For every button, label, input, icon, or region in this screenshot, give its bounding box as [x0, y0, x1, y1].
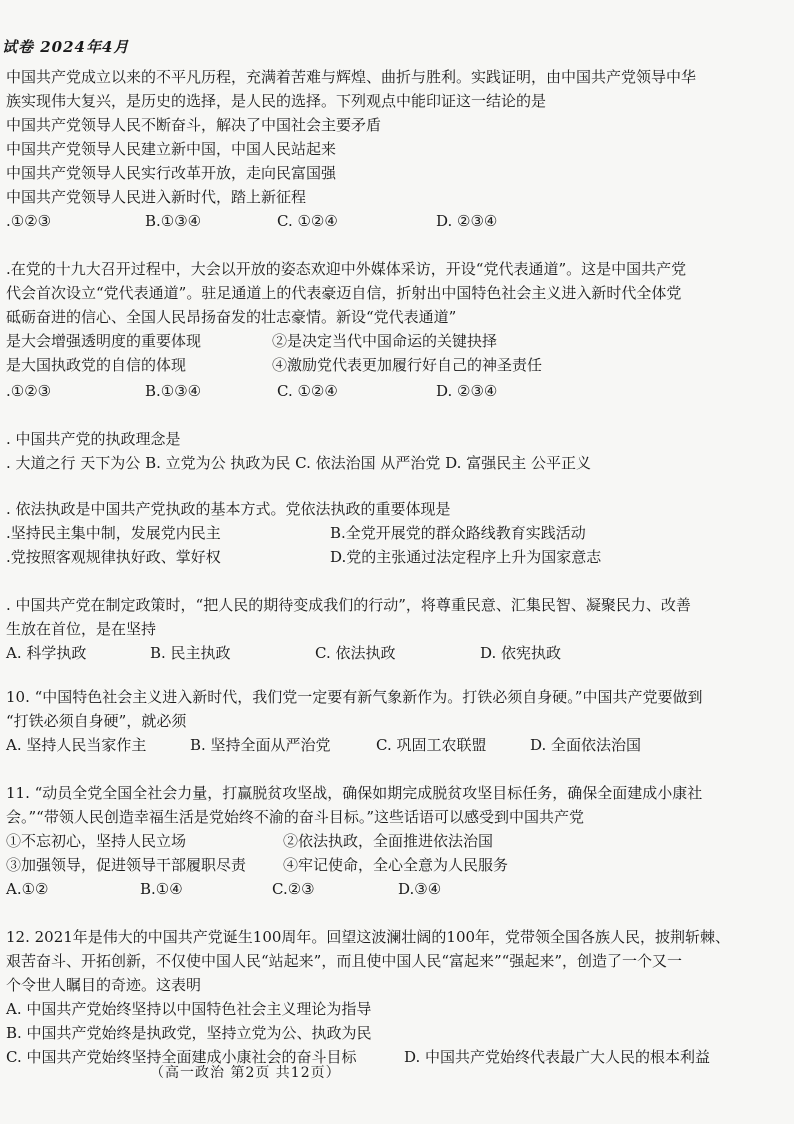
qd-option-a: .坚持民主集中制，发展党内民主: [6, 524, 221, 542]
qb-option-d: D. ②③④: [436, 382, 498, 400]
qb-statement-3: 是大国执政党的自信的体现: [6, 356, 187, 374]
page-footer: （高一政治 第2页 共12页）: [150, 1065, 341, 1081]
qe-stem-line2: 生放在首位，是在坚持: [6, 620, 157, 638]
q11-option-a: A.①②: [6, 880, 49, 898]
qb-option-a: .①②③: [6, 382, 52, 400]
qc-options: . 大道之行 天下为公 B. 立党为公 执政为民 C. 依法治国 从严治党 D. 富强民主 公平正义: [6, 454, 591, 472]
qd-option-b: B.全党开展党的群众路线教育实践活动: [330, 524, 586, 542]
qa-stem-line2: 族实现伟大复兴，是历史的选择，是人民的选择。下列观点中能印证这一结论的是: [6, 92, 547, 110]
qb-stem-line3: 砥砺奋进的信心、全国人民昂扬奋发的壮志豪情。新设“党代表通道”: [6, 308, 457, 326]
qc-stem: . 中国共产党的执政理念是: [6, 430, 181, 448]
q11-stem-line2: 会。”“带领人民创造幸福生活是党始终不渝的奋斗目标。”这些话语可以感受到中国共产党: [6, 808, 585, 826]
qa-statement-2: 中国共产党领导人民建立新中国，中国人民站起来: [6, 140, 337, 158]
q12-option-b: B. 中国共产党始终是执政党，坚持立党为公、执政为民: [6, 1024, 372, 1042]
qd-option-d: D.党的主张通过法定程序上升为国家意志: [330, 548, 602, 566]
q11-option-b: B.①④: [140, 880, 183, 898]
q10-option-b: B. 坚持全面从严治党: [190, 736, 331, 754]
qe-option-b: B. 民主执政: [150, 644, 231, 662]
q10-option-c: C. 巩固工农联盟: [376, 736, 487, 754]
q12-stem-line2: 艰苦奋斗、开拓创新，不仅使中国人民“站起来”，而且使中国人民“富起来”“强起来”，创造了一个又一: [6, 952, 683, 970]
qa-statement-1: 中国共产党领导人民不断奋斗，解决了中国社会主要矛盾: [6, 116, 382, 134]
q10-stem-line2: “打铁必须自身硬”，就必须: [6, 712, 187, 730]
q12-stem-line3: 个令世人瞩目的奇迹。这表明: [6, 976, 202, 994]
qb-option-c: C. ①②④: [277, 382, 338, 400]
qe-stem-line1: . 中国共产党在制定政策时，“把人民的期待变成我们的行动”，将尊重民意、汇集民智、凝聚民力、改善: [6, 596, 691, 614]
q11-statement-2: ②依法执政，全面推进依法治国: [283, 832, 494, 850]
q12-option-d: D. 中国共产党始终代表最广大人民的根本利益: [404, 1048, 711, 1066]
qb-statement-1: 是大会增强透明度的重要体现: [6, 332, 202, 350]
qa-option-b: B.①③④: [145, 212, 202, 230]
q12-stem-line1: 12. 2021年是伟大的中国共产党诞生100周年。回望这波澜壮阔的100年，党带领全国各族人民，披荆斩棘、: [6, 928, 731, 946]
page-header: 试卷 2024年4月: [2, 38, 130, 56]
q11-statement-1: ①不忘初心，坚持人民立场: [6, 832, 187, 850]
q10-option-a: A. 坚持人民当家作主: [6, 736, 147, 754]
qa-option-d: D. ②③④: [436, 212, 498, 230]
qd-stem: . 依法执政是中国共产党执政的基本方式。党依法执政的重要体现是: [6, 500, 451, 518]
qb-stem-line1: .在党的十九大召开过程中，大会以开放的姿态欢迎中外媒体采访，开设“党代表通道”。这是中国共产党: [6, 260, 687, 278]
q12-option-a: A. 中国共产党始终坚持以中国特色社会主义理论为指导: [6, 1000, 372, 1018]
qb-option-b: B.①③④: [145, 382, 202, 400]
qb-stem-line2: 代会首次设立“党代表通道”。驻足通道上的代表豪迈自信，折射出中国特色社会主义进入新时代全体党: [6, 284, 682, 302]
q11-option-d: D.③④: [398, 880, 442, 898]
q11-statement-3: ③加强领导，促进领导干部履职尽责: [6, 856, 247, 874]
q10-stem-line1: 10. “中国特色社会主义进入新时代，我们党一定要有新气象新作为。打铁必须自身硬。”中国共产党要做到: [6, 688, 703, 706]
q11-stem-line1: 11. “动员全党全国全社会力量，打赢脱贫攻坚战，确保如期完成脱贫攻坚目标任务，确保全面建成小康社: [6, 784, 703, 802]
qd-option-c: .党按照客观规律执好政、掌好权: [6, 548, 221, 566]
q11-option-c: C.②③: [272, 880, 315, 898]
q10-option-d: D. 全面依法治国: [530, 736, 642, 754]
qa-option-a: .①②③: [6, 212, 52, 230]
qe-option-d: D. 依宪执政: [480, 644, 562, 662]
qa-option-c: C. ①②④: [277, 212, 338, 230]
q12-option-c: C. 中国共产党始终坚持全面建成小康社会的奋斗目标: [6, 1048, 357, 1066]
qb-statement-4: ④激励党代表更加履行好自己的神圣责任: [272, 356, 543, 374]
q11-statement-4: ④牢记使命，全心全意为人民服务: [283, 856, 509, 874]
qe-option-a: A. 科学执政: [6, 644, 87, 662]
qa-statement-4: 中国共产党领导人民进入新时代，踏上新征程: [6, 188, 307, 206]
qa-statement-3: 中国共产党领导人民实行改革开放，走向民富国强: [6, 164, 337, 182]
qa-stem-line1: 中国共产党成立以来的不平凡历程，充满着苦难与辉煌、曲折与胜利。实践证明，由中国共产党领导中华: [6, 68, 697, 86]
qe-option-c: C. 依法执政: [315, 644, 396, 662]
qb-statement-2: ②是决定当代中国命运的关键抉择: [272, 332, 498, 350]
